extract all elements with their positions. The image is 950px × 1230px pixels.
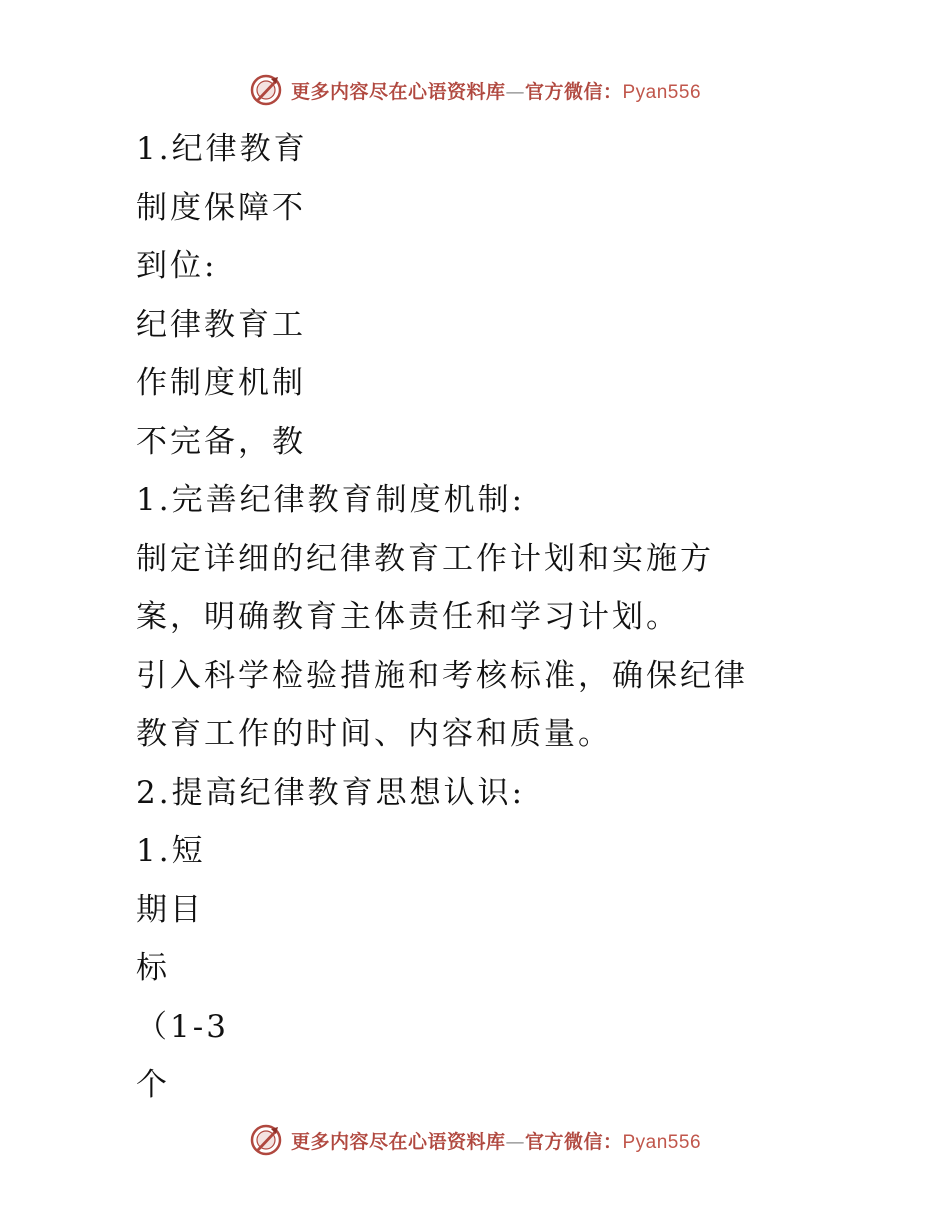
watermark-official: 官方微信： [524, 1130, 623, 1153]
text-line: 1.短 [136, 833, 206, 869]
text-line: 纪律教育工 [136, 306, 306, 343]
text-line: 制定详细的纪律教育工作计划和实施方 [136, 540, 714, 577]
text-line: 个 [136, 1067, 170, 1103]
text-line: 制度保障不 [136, 189, 306, 226]
text-line: 1.完善纪律教育制度机制: [136, 482, 526, 518]
watermark-text [291, 77, 701, 104]
watermark-brand: 更多内容尽在心语资料库 [290, 80, 506, 103]
text-line: 2.提高纪律教育思想认识: [136, 774, 526, 811]
text-line: 作制度机制 [136, 365, 306, 401]
watermark-header [0, 70, 950, 110]
text-line: 引入科学检验措施和考核标准，确保纪律 [136, 657, 748, 694]
text-line: 1.纪律教育 [136, 131, 308, 167]
watermark-separator: — [505, 1130, 525, 1153]
text-line: 教育工作的时间、内容和质量。 [136, 716, 612, 752]
document-body [136, 120, 836, 1115]
text-line: 到位: [136, 248, 218, 284]
watermark-wechat-id: Pyan556 [622, 81, 702, 103]
text-line: （1-3 [136, 1008, 229, 1045]
watermark-wechat-id: Pyan556 [622, 1131, 702, 1153]
text-line: 案，明确教育主体责任和学习计划。 [136, 599, 680, 635]
text-line: 期目 [136, 891, 204, 928]
text-line: 不完备，教 [136, 423, 306, 460]
quill-pen-circle-icon [249, 1123, 283, 1157]
watermark-official: 官方微信： [524, 80, 623, 103]
text-line: 标 [136, 950, 170, 986]
quill-pen-circle-icon [249, 73, 283, 107]
watermark-brand: 更多内容尽在心语资料库 [290, 1130, 506, 1153]
watermark-separator: — [505, 80, 525, 103]
watermark-text [291, 1127, 701, 1154]
watermark-footer [0, 1120, 950, 1160]
